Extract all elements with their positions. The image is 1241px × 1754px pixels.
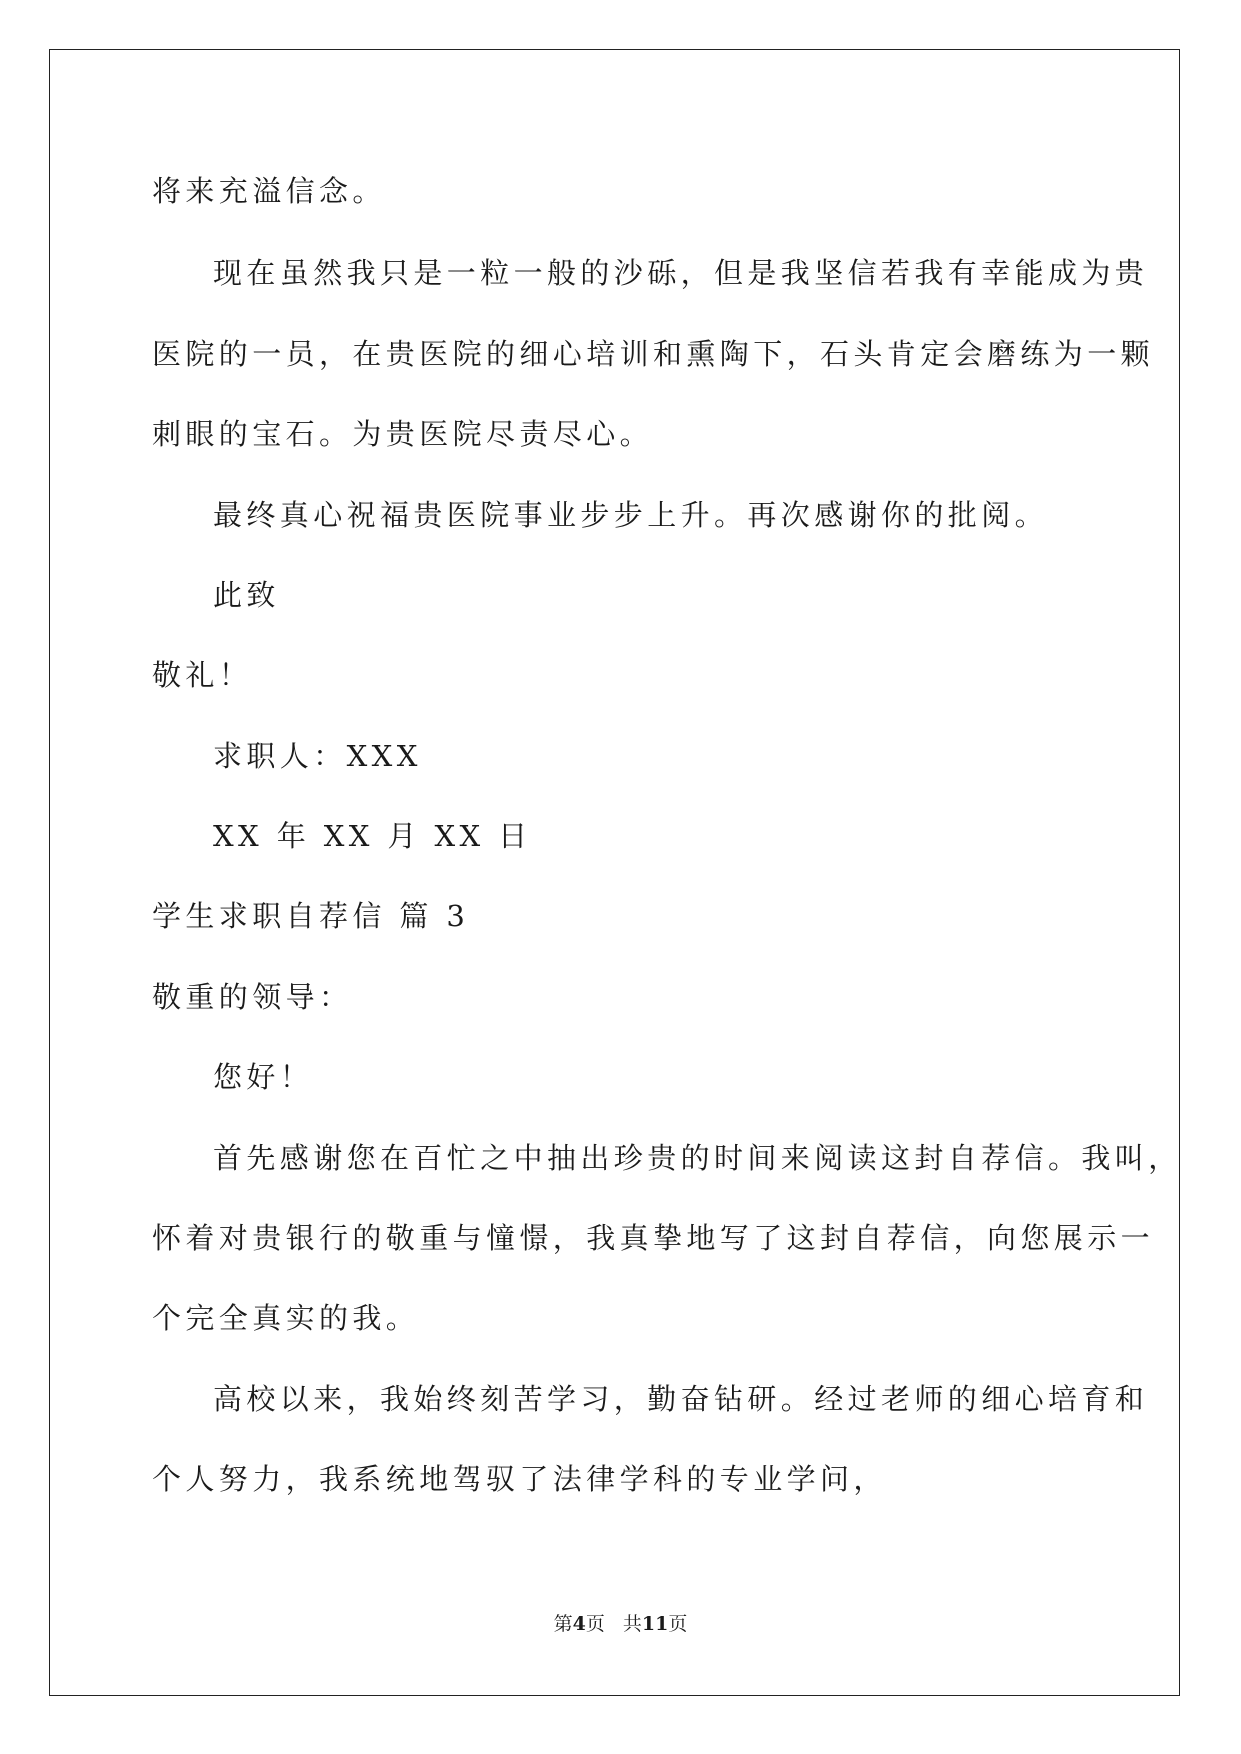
total-unit: 页 <box>668 1613 688 1635</box>
text-line: 个人努力，我系统地驾驭了法律学科的专业学问， <box>152 1462 887 1496</box>
text-line: 刺眼的宝石。为贵医院尽责尽心。 <box>152 417 654 451</box>
text-line: 现在虽然我只是一粒一般的沙砾，但是我坚信若我有幸能成为贵 <box>213 256 1149 290</box>
page-total: 11 <box>641 1613 669 1635</box>
page-unit: 页 <box>585 1613 605 1635</box>
text-line: 此致 <box>213 578 280 612</box>
text-line: 首先感谢您在百忙之中抽出珍贵的时间来阅读这封自荐信。我叫， <box>213 1141 1182 1175</box>
text-line: 高校以来，我始终刻苦学习，勤奋钻研。经过老师的细心培育和 <box>213 1382 1149 1416</box>
text-line: XX 年 XX 月 XX 日 <box>213 819 532 853</box>
page-border <box>49 49 1180 1696</box>
page-footer <box>0 1612 1241 1636</box>
section-heading: 学生求职自荐信 篇 3 <box>152 899 470 933</box>
text-line: 医院的一员，在贵医院的细心培训和熏陶下，石头肯定会磨练为一颗 <box>152 337 1155 371</box>
text-line: 个完全真实的我。 <box>152 1301 420 1335</box>
text-line: 将来充溢信念。 <box>152 174 386 208</box>
page-current: 4 <box>572 1613 586 1635</box>
total-prefix: 共 <box>622 1613 642 1635</box>
text-line: 敬礼！ <box>152 658 253 692</box>
text-line: 最终真心祝福贵医院事业步步上升。再次感谢你的批阅。 <box>213 498 1049 532</box>
text-line: 您好！ <box>213 1060 314 1094</box>
text-line: 敬重的领导： <box>152 980 353 1014</box>
page-prefix: 第 <box>553 1613 573 1635</box>
text-line: 怀着对贵银行的敬重与憧憬，我真挚地写了这封自荐信，向您展示一 <box>152 1221 1155 1255</box>
text-line: 求职人：XXX <box>213 739 422 773</box>
